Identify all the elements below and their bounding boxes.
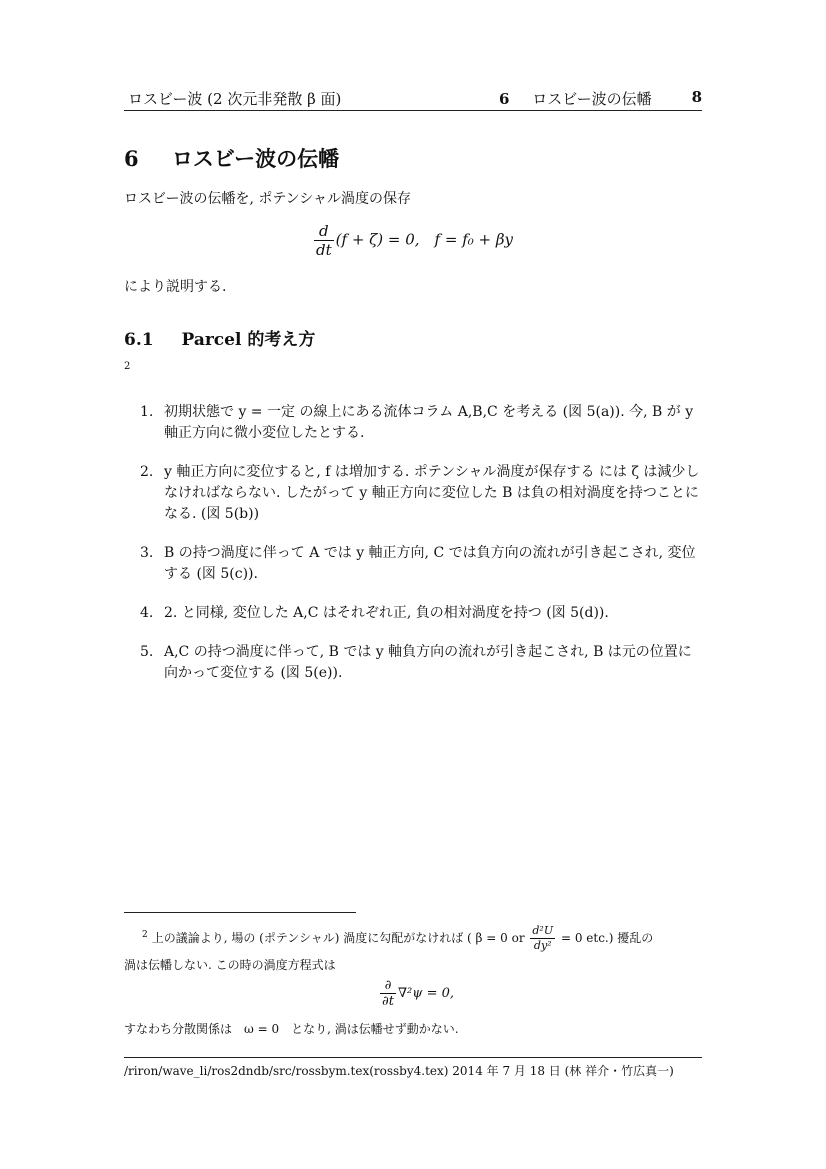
list-item-text: 2. と同様, 変位した A,C はそれぞれ正, 負の相対渦度を持つ (図 5(d)). (164, 605, 609, 621)
footnote-marker: 2 (124, 361, 131, 372)
footnote-line-3: すなわち分散関係は ω = 0 となり, 渦は伝幡せず動かない. (124, 1022, 459, 1036)
footnote-equation (378, 978, 454, 1009)
footnote-text-b: = 0 etc.) 擾乱の (560, 931, 654, 945)
footnote-divider (124, 912, 356, 913)
list-item-text: B の持つ渦度に伴って A では y 軸正方向, C では負方向の流れが引き起こされ, 変位する (図 5(c)). (164, 545, 696, 582)
subsection-title: Parcel 的考え方 (181, 330, 316, 350)
list-item-number: 2. (140, 464, 154, 480)
intro-paragraph: ロスビー波の伝幡を, ポテンシャル渦度の保存 (124, 191, 412, 207)
list-item (140, 402, 704, 444)
equation-rest: (f + ζ) = 0, f = f₀ + βy (335, 230, 514, 249)
list-item-number: 5. (140, 644, 154, 660)
equation-denominator: dt (316, 241, 332, 259)
footer-divider (124, 1057, 702, 1058)
list-item-text: y 軸正方向に変位すると, f は増加する. ポテンシャル渦度が保存する には ζ は減少しなければならない. したがって y 軸正方向に変位した B は負の相対渦度を持つことになる. (図 5(b)) (164, 464, 700, 522)
equation-numerator: d (314, 222, 334, 241)
header-section (499, 88, 652, 109)
list-item-number: 4. (140, 605, 154, 621)
footnote-eq-denominator: ∂t (382, 994, 394, 1009)
step-list (140, 402, 704, 702)
footnote-eq-fraction (380, 978, 396, 1009)
footnote-fraction (530, 924, 555, 953)
footnote-line-2: 渦は伝幡しない. この時の渦度方程式は (124, 958, 336, 972)
footnote-fraction-denominator: dy² (533, 939, 552, 952)
footnote-eq-numerator: ∂ (380, 978, 396, 994)
running-header (124, 88, 702, 111)
footnote-text-a: 上の議論より, 場の (ポテンシャル) 渦度に勾配がなければ ( β = 0 or (151, 931, 525, 945)
list-item-number: 3. (140, 545, 154, 561)
list-item (140, 642, 704, 684)
list-item-number: 1. (140, 404, 154, 420)
footnote-eq-rest: ∇²ψ = 0, (397, 986, 454, 1001)
list-item-text: 初期状態で y = 一定 の線上にある流体コラム A,B,C を考える (図 5(a)). 今, B が y 軸正方向に微小変位したとする. (164, 404, 694, 441)
header-document-title: ロスビー波 (2 次元非発散 β 面) (128, 90, 342, 108)
section-number: 6 (124, 146, 139, 171)
list-item (140, 462, 704, 525)
page-number: 8 (691, 88, 702, 106)
section-title: ロスビー波の伝幡 (171, 146, 340, 171)
header-section-number: 6 (499, 90, 510, 108)
subsection-number: 6.1 (124, 330, 154, 350)
footnote-fraction-numerator: d²U (532, 924, 554, 937)
section-heading (124, 143, 339, 173)
subsection-heading (124, 325, 315, 350)
equation-fraction (314, 222, 334, 259)
running-footer: /riron/wave_li/ros2dndb/src/rossbym.tex(rossby4.tex) 2014 年 7 月 18 日 (林 祥介・竹広真一) (124, 1064, 674, 1078)
after-equation-text: により説明する. (124, 279, 227, 295)
equation-potential-vorticity (312, 222, 513, 259)
header-section-title: ロスビー波の伝幡 (532, 90, 652, 108)
list-item (140, 603, 704, 624)
footnote-line-1 (124, 924, 653, 953)
list-item-text: A,C の持つ渦度に伴って, B では y 軸負方向の流れが引き起こされ, B は元の位置に向かって変位する (図 5(e)). (164, 644, 692, 681)
list-item (140, 543, 704, 585)
footnote-number: 2 (142, 930, 148, 940)
